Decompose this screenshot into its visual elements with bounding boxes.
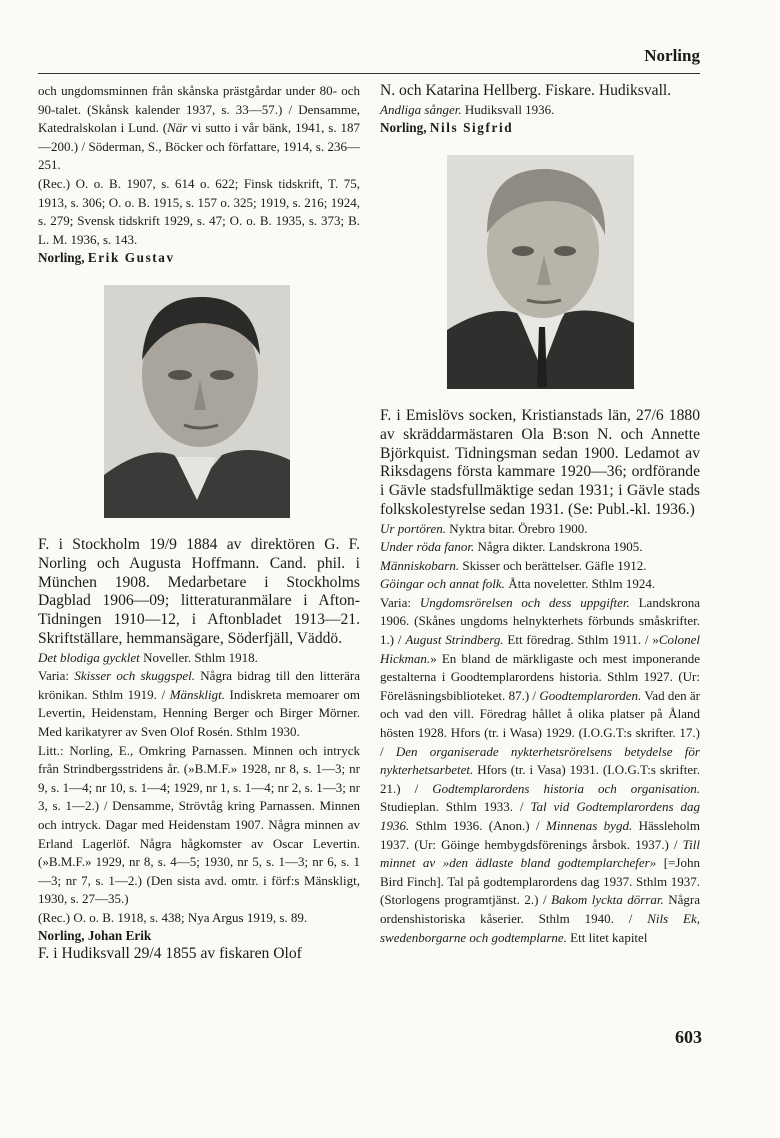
work-under-roda-fanor: Under röda fanor. Några dikter. Landskrona 1905. [380, 539, 643, 555]
right-column [380, 82, 700, 947]
paragraph-continued: och ungdomsminnen från skånska prästgårdar under 80- och 90-talet. (Skånsk kalender 1937, s. 33—57.) / Densamme, Katedralskolan i Lund. (När vi sutto i vår bänk, 1941, s. 187—200.) / Söderman, S., Böcker och författare, 1914, s. 236—251. [38, 83, 360, 173]
entry-name-nils: Norling, Nils Sigfrid [380, 120, 514, 136]
page-number: 603 [675, 1027, 702, 1047]
portrait-erik-norling [104, 285, 290, 518]
header-rule [38, 73, 700, 74]
entry-name-erik: Norling, Erik Gustav [38, 250, 175, 266]
work-manniskobarn: Människobarn. Skisser och berättelser. Gäfle 1912. [380, 557, 647, 573]
varia-erik: Varia: Skisser och skuggspel. Några bidrag till den litterära krönikan. Sthlm 1919. / Mänskligt. Indiskreta memoarer om Levertin, Heidenstam, Henning Berger och Birger Mörner. Med karikatyrer av Sven Olof Rosén. Sthlm 1930. [38, 668, 361, 739]
left-column [38, 82, 360, 964]
work-ur-portoren: Ur portören. Nyktra bitar. Örebro 1900. [380, 520, 588, 536]
reviews-paragraph: (Rec.) O. o. B. 1907, s. 614 o. 622; Finsk tidskrift, T. 75, 1913, s. 306; O. o. B. 1915, s. 157 o. 325; 1919, s. 216; 1924, s. 279; Svensk tidskrift 1929, s. 47; O. o. B. 1935, s. 373; B. L. M. 1936, s. 143. [38, 175, 360, 247]
rec-erik: (Rec.) O. o. B. 1918, s. 438; Nya Argus 1919, s. 89. [38, 909, 308, 925]
bio-erik: F. i Stockholm 19/9 1884 av direktören G. F. Norling och Augusta Hoffmann. Cand. phil. i München 1908. Medarbetare i Stockholms Dagblad 1906—09; litteraturanmälare i Afton-Tidningen 1910—12, i Aftonbladet 1913—21. Skriftställare, hemmansägare, Söderfjäll, Väddö. [38, 536, 360, 647]
entry-name-johan: Norling, Johan Erik [38, 928, 152, 944]
varia-nils: Varia: Ungdomsrörelsen och dess uppgifter. Landskrona 1906. (Skånes ungdoms helnykterhets förbunds småskrifter. 1.) / August Strindberg. Ett föredrag. Sthlm 1911. / »Colonel Hickman.» En bland de märkligaste och mest imponerande gestalterna i Goodtemplarordens historia. Sthlm 1927. (Ur: Föreläsningsbiblioteket. 87.) / Goodtemplarorden. Vad den är och vad den vill. Föredrag hållet å olika platser på Åland hösten 1928. Hfors (tr. i Wasa) 1929. (I.O.G.T:s skrifter. 17.) / Den organiserade nykterhetsrörelsens betydelse för nykterhetsarbetet. Hfors (tr. i Vasa) 1931. (I.O.G.T:s skrifter. 21.) / Godtemplarordens historia och organisation. Studieplan. Sthlm 1933. / Tal vid Godtemplarordens dag 1936. Sthlm 1936. (Anon.) / Minnenas bygd. Hässleholm 1937. (Ur: Göinge hembygdsförenings årsbok. 1937.) / Till minnet av »den ädlaste bland godtemplarchefer» [=John Bird Finch]. Tal på godtemplarordens dag 1937. Sthlm 1937. (Storlogens programtjänst. 2.) / Bakom lyckta dörrar. Några ordenshistoriska kåserier. Sthlm 1940. / Nils Ek, swedenborgarne och godtemplarne. Ett litet kapitel [380, 594, 701, 945]
work-goingar: Göingar och annat folk. Åtta noveletter. Sthlm 1924. [380, 576, 656, 592]
running-header: Norling [644, 46, 700, 65]
work-det-blodiga-gycklet: Det blodiga gycklet Noveller. Sthlm 1918. [38, 649, 258, 665]
litt-erik: Litt.: Norling, E., Omkring Parnassen. Minnen och intryck från Strindbergsstridens år. (»B.M.F.» 1928, nr 8, s. 1—3; nr 9, s. 1—4; nr 10, s. 1—4; 1929, nr 1, s. 1—4; nr 2, s. 1—3; nr 3, s. 1—2.) / Densamme, Strövtåg kring Parnassen. Minnen och intryck. Dagar med Heidenstam 1907. Några minnen av Erland Lagerlöf. Några hågkomster av Oscar Levertin. (»B.M.F.» 1929, nr 8, s. 4—5; 1930, nr 5, s. 1—3; nr 6, s. 1—3; nr 7, s. 1—2.) (Den sista avd. omtr. i förf:s Mänskligt, 1930, s. 27—35.) [38, 742, 360, 907]
bio-nils: F. i Emislövs socken, Kristianstads län, 27/6 1880 av skräddarmästaren Ola B:son N. och Annette Björkquist. Tidningsman sedan 1900. Ledamot av Riksdagens första kammare 1920—36; ordförande i Gävle stadsfullmäktige sedan 1931; i Gävle stads folkskolestyrelse sedan 1931. (Se: Publ.-kl. 1936.) [380, 407, 700, 518]
portrait-nils-norling [447, 155, 634, 389]
work-andliga-sanger: Andliga sånger. Hudiksvall 1936. [380, 101, 555, 117]
bio-johan-continued: N. och Katarina Hellberg. Fiskare. Hudiksvall. [380, 82, 672, 99]
bio-johan-start: F. i Hudiksvall 29/4 1855 av fiskaren Olof [38, 945, 302, 963]
